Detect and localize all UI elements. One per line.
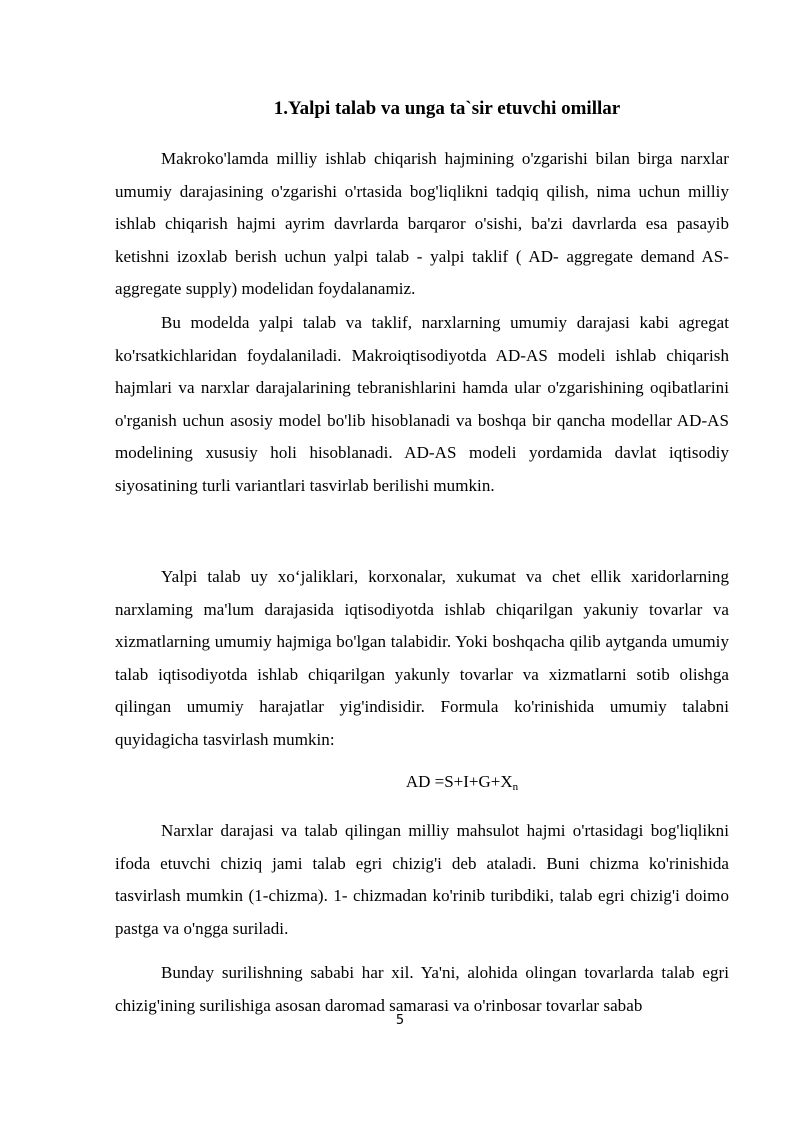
section-title: 1.Yalpi talab va unga ta`sir etuvchi omillar [273,98,621,119]
paragraph-4: Narxlar darajasi va talab qilingan milliy mahsulot hajmi o'rtasidagi bog'liqlikni ifoda etuvchi chiziq jami talab egri chizig'i deb ataladi. Buni chizma ko'rinishida tasvirlash mumkin (1-chizma). 1- chizmadan ko'rinib turibdiki, talab egri chizig'i doimo pastga va o'ngga suriladi. [115,821,729,938]
paragraph-5: Bunday surilishning sababi har xil. Ya'ni, alohida olingan tovarlarda talab egri chizig'ining surilishiga asosan daromad samarasi va o'rinbosar tovarlar sabab [115,963,729,1015]
formula [115,766,729,803]
paragraph-2: Bu modelda yalpi talab va taklif, narxlarning umumiy darajasi kabi agregat ko'rsatkichlaridan foydalaniladi. Makroiqtisodiyotda AD-AS modeli ishlab chiqarish hajmlari va narxlar darajalarining tebranishlarini hamda ular o'zgarishining oqibatlarini o'rganish uchun asosiy model bo'lib hisoblanadi va boshqa bir qancha modellar AD-AS modelining xususiy holi hisoblanadi. AD-AS modeli yordamida davlat iqtisodiy siyosatining turli variantlari tasvirlab berilishi mumkin. [115,313,729,495]
formula-subscript: n [512,781,519,793]
page-number: 5 [395,1013,405,1028]
paragraph-3: Yalpi talab uy xo‘jaliklari, korxonalar, xukumat va chet ellik xaridorlarning narxlaming ma'lum darajasida iqtisodiyotda ishlab chiqarilgan yakuniy tovarlar va xizmatlarning umumiy hajmiga bo'lgan talabidir. Yoki boshqacha qilib aytganda umumiy talab iqtisodiyotda ishlab chiqarilgan yakunly tovarlar va xizmatlarni sotib olishga qilingan umumiy harajatlar yig'indisidir. Formula ko'rinishida umumiy talabni quyidagicha tasvirlash mumkin: [115,567,729,749]
paragraph-1: Makroko'lamda milliy ishlab chiqarish hajmining o'zgarishi bilan birga narxlar umumiy darajasining o'zgarishi o'rtasida bog'liqlikni tadqiq qilish, nima uchun milliy ishlab chiqarish hajmi ayrim davrlarda barqaror o'sishi, ba'zi davrlarda esa pasayib ketishni izoxlab berish uchun yalpi talab - yalpi taklif ( AD- aggregate demand AS-aggregate supply) modelidan foydalanamiz. [115,149,729,298]
formula-main: AD =S+I+G+X [405,772,513,791]
